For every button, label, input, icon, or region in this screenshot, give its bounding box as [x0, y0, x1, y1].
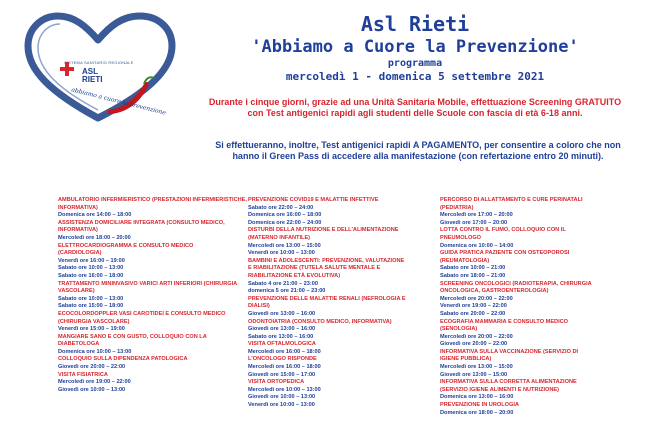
schedule-time: Sabato ore 10:00 – 13:00 [58, 295, 124, 302]
service-heading: COLLOQUIO SULLA DIPENDENZA PATOLOGICA [58, 356, 188, 363]
schedule-time: Domenica ore 18:00 – 20:00 [440, 409, 514, 416]
schedule-time: Giovedì ore 13:00 – 15:00 [440, 371, 508, 378]
service-heading: INFORMATIVA SULLA VACCINAZIONE (SERVIZIO DI [440, 348, 579, 355]
service-heading: ELETTROCARDIOGRAMMA E CONSULTO MEDICO [58, 242, 194, 249]
schedule-time: Venerdì ore 10:00 – 13:00 [248, 250, 315, 257]
schedule-time: Mercoledì ore 13:00 – 15:00 [440, 364, 513, 371]
schedule-time: Sabato ore 16:00 – 18:00 [58, 272, 124, 279]
service-heading: ODONTOIATRIA (CONSULTO MEDICO, INFORMATIVA) [248, 318, 392, 325]
schedule-column-3 [440, 197, 620, 417]
service-heading: PREVENZIONE IN UROLOGIA [440, 402, 519, 409]
schedule-column-1 [58, 197, 247, 394]
schedule-time: Mercoledì ore 10:00 – 13:00 [248, 386, 321, 393]
service-heading: BAMBINI E ADOLESCENTI: PREVENZIONE, VALUTAZIONE [248, 257, 405, 264]
service-heading: PREVENZIONE COVID19 E MALATTIE INFETTIVE [248, 197, 379, 203]
service-heading: MANGIARE SANO E CON GUSTO, COLLOQUIO CON LA [58, 333, 207, 340]
service-heading: INFORMATIVA) [58, 204, 98, 211]
service-heading: (REUMATOLOGIA) [440, 257, 490, 264]
schedule-time: Venerdì ore 10:00 – 13:00 [248, 402, 315, 409]
service-heading: INFORMATIVA) [58, 227, 98, 234]
service-heading: (CHIRURGIA VASCOLARE) [58, 318, 130, 325]
service-heading: (MATERNO INFANTILE) [248, 234, 311, 241]
schedule-time: Sabato ore 22:00 – 24:00 [248, 204, 314, 211]
schedule-time: Domenica ore 10:00 – 13:00 [58, 348, 132, 355]
service-heading: DIABETOLOGA [58, 341, 100, 348]
schedule-time: Domenica ore 22:00 – 24:00 [248, 219, 322, 226]
schedule-time: Giovedì ore 20:00 – 22:00 [440, 341, 508, 348]
service-heading: PREVENZIONE DELLE MALATTIE RENALI (NEFROLOGIA E [248, 295, 406, 302]
logo-org-text: SISTEMA SANITARIO REGIONALE [64, 60, 134, 65]
schedule-time: Sabato ore 10:00 – 21:00 [440, 265, 506, 272]
service-heading: PERCORSO DI ALLATTAMENTO E CURE PERINATALI [440, 197, 583, 203]
schedule-time: Sabato ore 13:00 – 16:00 [248, 333, 314, 340]
service-heading: IGIENE PUBBLICA) [440, 356, 492, 363]
logo-slogan: abbiamo a cuore la prevenzione [70, 86, 167, 117]
logo-name-line1: ASL [82, 67, 98, 76]
service-heading: ONCOLOGICA, GASTROENTEROLOGIA) [440, 288, 549, 295]
service-heading: VISITA OFTALMOLOGICA [248, 341, 316, 348]
schedule-time: Sabato ore 18:00 – 21:00 [440, 272, 506, 279]
schedule-time: Giovedì ore 13:00 – 16:00 [248, 326, 316, 333]
schedule-time: Domenica ore 14:00 – 18:00 [58, 212, 132, 219]
service-heading: LOTTA CONTRO IL FUMO, COLLOQUIO CON IL [440, 227, 566, 234]
schedule-time: domenica 5 ore 21:00 – 23:00 [248, 288, 326, 295]
intro-paid-tests [188, 140, 648, 162]
service-heading: GUIDA PRATICA PAZIENTE CON OSTEOPOROSI [440, 250, 570, 257]
schedule-time: Sabato ore 10:00 – 13:00 [58, 265, 124, 272]
schedule-time: Mercoledì ore 17:00 – 20:00 [440, 212, 513, 219]
schedule-time: Mercoledì ore 19:00 – 22:00 [58, 379, 131, 386]
service-heading: SCREENING ONCOLOGICI (RADIOTERAPIA, CHIRURGIA [440, 280, 592, 287]
schedule-time: Mercoledì ore 13:00 – 15:00 [248, 242, 321, 249]
schedule-time: Giovedì ore 15:00 – 17:00 [248, 371, 316, 378]
schedule-time: Sabato ore 20:00 – 22:00 [440, 310, 506, 317]
event-dates: mercoledì 1 - domenica 5 settembre 2021 [285, 70, 545, 83]
schedule-time: Mercoledì ore 18:00 – 20:00 [58, 234, 131, 241]
schedule-time: Mercoledì ore 16:00 – 18:00 [248, 348, 321, 355]
service-heading: (CARDIOLOGIA) [58, 250, 102, 257]
header [185, 12, 645, 84]
intro-free-screening [190, 97, 640, 119]
service-heading: RIABILITAZIONE ETÀ EVOLUTIVA) [248, 272, 341, 279]
schedule-time: Giovedì ore 10:00 – 13:00 [58, 386, 126, 393]
schedule-time: Giovedì ore 17:00 – 20:00 [440, 219, 508, 226]
schedule-time: Venerdì ore 16:00 – 19:00 [58, 257, 125, 264]
page-subtitle: 'Abbiamo a Cuore la Prevenzione' [251, 37, 579, 57]
schedule-time: Sabato ore 15:00 – 18:00 [58, 303, 124, 310]
service-heading: VASCOLARE) [58, 288, 95, 295]
schedule-time: Giovedì ore 20:00 – 22:00 [58, 364, 126, 371]
schedule-time: Domenica ore 10:00 – 14:00 [440, 242, 514, 249]
service-heading: (SENOLOGIA) [440, 326, 478, 333]
service-heading: DIALISI) [248, 303, 270, 310]
service-heading: ASSISTENZA DOMICILIARE INTEGRATA (CONSULTO MEDICO, [58, 219, 225, 226]
service-heading: TRATTAMENTO MININVASIVO VARICI ARTI INFERIORI (CHIRURGIA [58, 280, 238, 287]
schedule-time: Mercoledì ore 20:00 – 22:00 [440, 295, 513, 302]
schedule-time: Giovedì ore 13:00 – 16:00 [248, 310, 316, 317]
logo-name [82, 68, 102, 84]
schedule-time: Giovedì ore 10:00 – 13:00 [248, 394, 316, 401]
service-heading: L'ONCOLOGO RISPONDE [248, 356, 317, 363]
schedule-time: Mercoledì ore 16:00 – 18:00 [248, 364, 321, 371]
service-heading: E RIABILITAZIONE (TUTELA SALUTE MENTALE E [248, 265, 381, 272]
intro-line: Si effettueranno, inoltre, Test antigenici rapidi A PAGAMENTO, per consentire a coloro che non [215, 140, 621, 150]
schedule-time: Sabato 4 ore 21:00 – 23:00 [248, 280, 318, 287]
service-heading: VISITA FISIATRICA [58, 371, 108, 378]
asl-logo [20, 10, 180, 125]
schedule-time: Domenica ore 13:00 – 16:00 [440, 394, 514, 401]
logo-name-line2: RIETI [82, 75, 103, 84]
service-heading: VISITA ORTOPEDICA [248, 379, 305, 386]
program-label: programma [387, 58, 443, 69]
schedule-column-2 [248, 197, 420, 410]
service-heading: AMBULATORIO INFERMIERISTICO (PRESTAZIONI INFERMIERISTICHE, [58, 197, 247, 203]
schedule-time: Domenica ore 16:00 – 18:00 [248, 212, 322, 219]
service-heading: INFORMATIVA SULLA CORRETTA ALIMENTAZIONE [440, 379, 577, 386]
schedule-time: Venerdì ore 15:00 – 19:00 [58, 326, 125, 333]
intro-line: Durante i cinque giorni, grazie ad una Unità Sanitaria Mobile, effettuazione Screening GRATUITO [208, 97, 622, 107]
service-heading: DISTURBI DELLA NUTRIZIONE E DELL'ALIMENTAZIONE [248, 227, 399, 234]
service-heading: PNEUMOLOGO [440, 234, 482, 241]
schedule-time: Venerdì ore 19:00 – 22:00 [440, 303, 507, 310]
service-heading: ECOGRAFIA MAMMARIA E CONSULTO MEDICO [440, 318, 569, 325]
service-heading: (PEDIATRIA) [440, 204, 474, 211]
intro-line: con Test antigenici rapidi agli studenti delle Scuole con fascia di età 6-18 anni. [247, 108, 583, 118]
intro-line: hanno il Green Pass di accedere alla manifestazione (con refertazione entro 20 minuti). [232, 151, 604, 161]
schedule-time: Mercoledì ore 20:00 – 22:00 [440, 333, 513, 340]
service-heading: ECOCOLORDOPPLER VASI CAROTIDEI E CONSULTO MEDICO [58, 310, 226, 317]
service-heading: (SERVIZIO IGIENE ALIMENTI E NUTRIZIONE) [440, 386, 560, 393]
page-title: Asl Rieti [360, 12, 470, 36]
